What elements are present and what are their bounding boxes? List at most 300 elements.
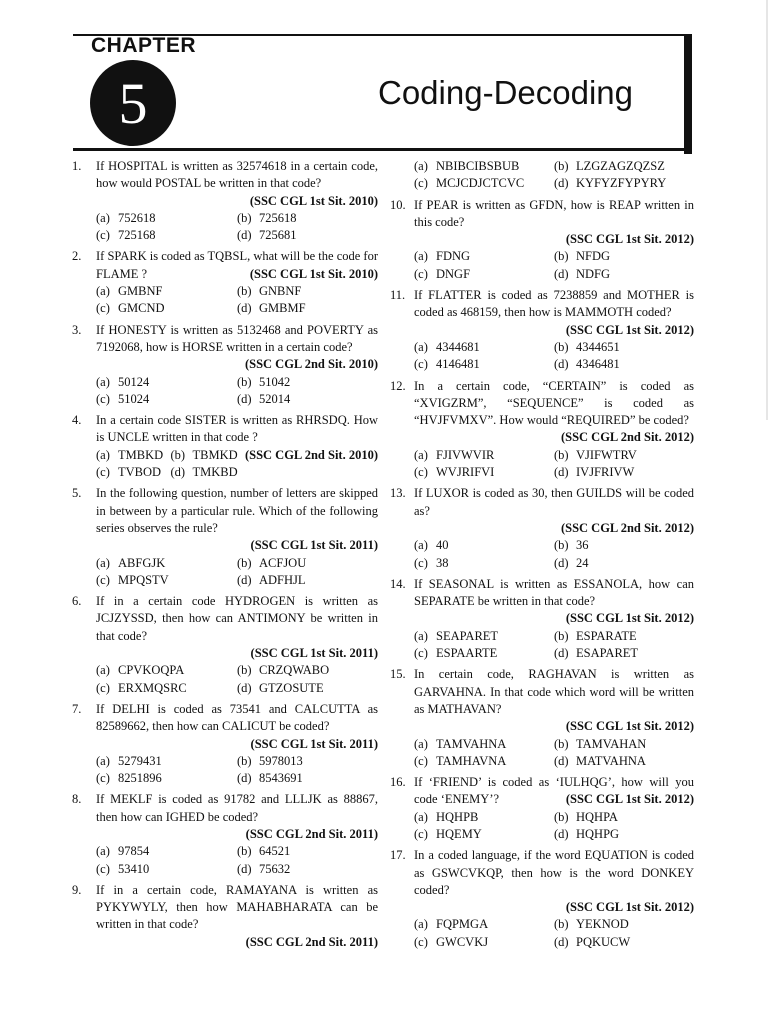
option-letter: (c) xyxy=(414,465,428,480)
option-letter: (a) xyxy=(96,284,110,299)
option-letter: (d) xyxy=(554,555,569,570)
option-letter: (d) xyxy=(237,771,252,786)
answer-option xyxy=(554,736,694,753)
answer-option xyxy=(96,374,237,391)
answer-option xyxy=(554,447,694,464)
option-value: ADFHJL xyxy=(259,572,306,587)
exam-source: (SSC CGL 2nd Sit. 2011) xyxy=(245,934,378,949)
answer-option xyxy=(237,227,378,244)
option-letter: (d) xyxy=(554,176,569,191)
question-text-body: If LUXOR is coded as 30, then GUILDS will be coded as? xyxy=(414,486,694,518)
option-letter: (a) xyxy=(96,210,110,225)
question-spacer xyxy=(72,951,378,955)
question-text xyxy=(96,882,378,934)
option-letter: (d) xyxy=(554,826,569,841)
answer-option xyxy=(414,248,554,265)
question-text-row xyxy=(72,322,378,357)
option-letter: (b) xyxy=(554,628,569,643)
answer-option xyxy=(554,628,694,645)
option-value: 4146481 xyxy=(436,357,480,372)
answer-options xyxy=(72,662,378,697)
option-value: GMCND xyxy=(118,301,165,316)
option-letter: (c) xyxy=(96,861,110,876)
answer-options xyxy=(72,374,378,409)
option-value: SEAPARET xyxy=(436,628,499,643)
option-letter: (a) xyxy=(96,555,110,570)
question-text-row xyxy=(72,701,378,736)
option-letter: (b) xyxy=(237,663,252,678)
option-letter: (a) xyxy=(96,447,110,462)
answer-options xyxy=(390,736,694,771)
question-text-body: If ‘FRIEND’ is coded as ‘IULHQG’, how will you code ‘ENEMY’? xyxy=(414,775,694,807)
answer-option xyxy=(554,826,694,843)
option-value: IVJFRIVW xyxy=(576,465,635,480)
option-letter: (d) xyxy=(554,357,569,372)
option-value: HQHPG xyxy=(576,826,620,841)
answer-option xyxy=(414,464,554,481)
answer-option xyxy=(237,680,378,697)
answer-option xyxy=(554,645,694,662)
option-letter: (a) xyxy=(414,628,428,643)
option-value: 4346481 xyxy=(576,357,620,372)
option-letter: (a) xyxy=(414,538,428,553)
question-block xyxy=(390,158,694,197)
question-text-row xyxy=(72,593,378,645)
question-block xyxy=(72,412,378,485)
chapter-label: CHAPTER xyxy=(91,34,197,57)
question-number: 13. xyxy=(390,486,406,501)
answer-option xyxy=(96,555,237,572)
option-value: MCJCDJCTCVC xyxy=(436,176,525,191)
answer-option xyxy=(414,736,554,753)
question-number: 17. xyxy=(390,848,406,863)
option-value: DNGF xyxy=(436,266,471,281)
answer-option xyxy=(96,662,237,679)
question-text-body: In a certain code, “CERTAIN” is coded as “XVIGZRM”, “SEQUENCE” is coded as “HVJFVMXV”. How would “REQUIRED” be coded? xyxy=(414,378,694,428)
option-value: TAMVAHNA xyxy=(436,736,507,751)
question-text-row xyxy=(390,774,694,809)
option-value: FDNG xyxy=(436,249,471,264)
option-value: NDFG xyxy=(576,266,611,281)
answer-option xyxy=(96,227,237,244)
option-letter: (a) xyxy=(96,753,110,768)
question-number: 3. xyxy=(72,322,82,337)
option-letter: (d) xyxy=(554,646,569,661)
option-value: KYFYZFYPYRY xyxy=(576,176,667,191)
answer-option xyxy=(554,753,694,770)
option-value: 53410 xyxy=(118,861,150,876)
question-text xyxy=(414,847,694,899)
answer-option xyxy=(237,861,378,878)
question-number: 12. xyxy=(390,378,406,393)
answer-option xyxy=(554,266,694,283)
answer-option xyxy=(96,464,170,481)
answer-option xyxy=(414,158,554,175)
question-block xyxy=(72,701,378,791)
question-block xyxy=(390,774,694,847)
answer-option xyxy=(554,175,694,192)
answer-option xyxy=(237,770,378,787)
answer-option xyxy=(414,356,554,373)
exam-source: (SSC CGL 1st Sit. 2012) xyxy=(565,792,694,807)
exam-source: (SSC CGL 2nd Sit. 2012) xyxy=(560,520,694,535)
answer-options xyxy=(72,753,378,788)
option-value: NFDG xyxy=(576,249,611,264)
option-letter: (c) xyxy=(96,572,110,587)
question-text-row xyxy=(390,847,694,899)
question-block xyxy=(72,158,378,248)
option-value: 75632 xyxy=(259,861,291,876)
answer-options xyxy=(72,210,378,245)
question-text-body: If SEASONAL is written as ESSANOLA, how can SEPARATE be written in that code? xyxy=(414,576,694,609)
question-block xyxy=(390,197,694,287)
option-letter: (c) xyxy=(414,266,428,281)
option-letter: (d) xyxy=(554,266,569,281)
question-number: 6. xyxy=(72,594,82,609)
option-value: 4344651 xyxy=(576,339,620,354)
option-value: 97854 xyxy=(118,844,150,859)
option-letter: (b) xyxy=(170,447,186,462)
question-text xyxy=(414,666,694,718)
option-letter: (c) xyxy=(414,753,428,768)
option-value: WVJRIFVI xyxy=(436,465,495,480)
question-block xyxy=(390,378,694,486)
option-value: YEKNOD xyxy=(576,917,629,932)
answer-option xyxy=(554,934,694,951)
option-value: TVBOD xyxy=(118,465,162,480)
question-number: 2. xyxy=(72,249,82,264)
chapter-title: Coding-Decoding xyxy=(378,74,633,111)
answer-options xyxy=(390,447,694,482)
option-value: 24 xyxy=(576,555,589,570)
answer-options xyxy=(390,809,694,844)
option-letter: (a) xyxy=(414,736,428,751)
option-value: CPVKOQPA xyxy=(118,663,185,678)
answer-option xyxy=(554,356,694,373)
answer-option xyxy=(96,283,237,300)
option-letter: (c) xyxy=(414,826,428,841)
answer-option xyxy=(96,770,237,787)
answer-option xyxy=(96,447,170,464)
option-value: NBIBCIBSBUB xyxy=(436,159,520,173)
option-letter: (b) xyxy=(554,538,569,553)
question-text xyxy=(96,701,378,736)
right-column xyxy=(390,158,694,955)
question-text-row xyxy=(72,158,378,193)
option-letter: (a) xyxy=(414,159,428,173)
option-value: 5279431 xyxy=(118,753,162,768)
question-text xyxy=(96,248,378,283)
question-block xyxy=(72,485,378,593)
question-text xyxy=(414,576,694,611)
option-letter: (b) xyxy=(554,809,569,824)
option-value: GNBNF xyxy=(259,284,302,299)
option-value: FQPMGA xyxy=(436,917,489,932)
answer-option xyxy=(554,464,694,481)
option-value: LZGZAGZQZSZ xyxy=(576,159,665,173)
exam-source: (SSC CGL 2nd Sit. 2011) xyxy=(245,826,378,841)
answer-options xyxy=(72,283,378,318)
exam-source: (SSC CGL 1st Sit. 2010) xyxy=(249,193,378,208)
answer-option xyxy=(170,464,244,481)
option-letter: (a) xyxy=(414,917,428,932)
exam-source: (SSC CGL 2nd Sit. 2010) xyxy=(244,357,378,372)
question-text xyxy=(96,485,378,537)
exam-source: (SSC CGL 1st Sit. 2012) xyxy=(565,611,694,626)
option-letter: (b) xyxy=(237,210,252,225)
option-value: FJIVWVIR xyxy=(436,447,495,462)
answer-option xyxy=(554,339,694,356)
option-value: ESAPARET xyxy=(576,646,639,661)
answer-option xyxy=(414,934,554,951)
header-shadow-bar xyxy=(684,34,692,154)
exam-source: (SSC CGL 1st Sit. 2011) xyxy=(250,646,378,661)
answer-option xyxy=(414,826,554,843)
option-value: 4344681 xyxy=(436,339,480,354)
option-letter: (b) xyxy=(554,736,569,751)
option-letter: (a) xyxy=(96,844,110,859)
answer-option xyxy=(237,753,378,770)
option-letter: (c) xyxy=(414,176,428,191)
option-value: TMBKD xyxy=(118,447,164,462)
question-text-body: If MEKLF is coded as 91782 and LLLJK as 88867, then how can IGHED be coded? xyxy=(96,792,378,824)
option-value: ABFGJK xyxy=(118,555,166,570)
question-text xyxy=(96,322,378,357)
option-value: HQHPA xyxy=(576,809,618,824)
question-text-row xyxy=(390,197,694,232)
question-text-body: In a coded language, if the word EQUATION is coded as GSWCVKQP, then how is the word DONKEY coded? xyxy=(414,848,694,897)
question-block xyxy=(390,287,694,377)
option-letter: (d) xyxy=(170,465,186,480)
answer-option xyxy=(414,266,554,283)
option-value: 725618 xyxy=(259,210,297,225)
question-block xyxy=(390,666,694,774)
question-text-row xyxy=(72,791,378,826)
answer-option xyxy=(414,537,554,554)
answer-options xyxy=(390,339,694,374)
option-value: 40 xyxy=(436,538,449,553)
answer-option xyxy=(237,283,378,300)
question-text-body: If HOSPITAL is written as 32574618 in a certain code, how would POSTAL be written in that code? xyxy=(96,159,378,191)
option-letter: (d) xyxy=(237,301,252,316)
question-text-body: If HONESTY is written as 5132468 and POVERTY as 7192068, how is HORSE written in a certain code? xyxy=(96,322,378,354)
answer-options xyxy=(72,843,378,878)
option-letter: (c) xyxy=(96,391,110,406)
question-text-body: If in a certain code, RAMAYANA is written as PYKYWYLY, then how MAHABHARATA can be written in that code? xyxy=(96,882,378,932)
question-number: 1. xyxy=(72,159,82,173)
option-letter: (b) xyxy=(237,753,252,768)
option-letter: (c) xyxy=(414,934,428,949)
question-block xyxy=(72,593,378,701)
answer-option xyxy=(96,843,237,860)
question-text-body: If PEAR is written as GFDN, how is REAP written in this code? xyxy=(414,197,694,229)
header-bottom-rule xyxy=(73,148,692,151)
option-letter: (b) xyxy=(237,374,252,389)
option-value: 8251896 xyxy=(118,771,162,786)
option-value: 36 xyxy=(576,538,589,553)
option-letter: (d) xyxy=(237,228,252,243)
answer-option xyxy=(554,248,694,265)
question-block xyxy=(390,576,694,666)
answer-option xyxy=(96,391,237,408)
option-value: TMKBD xyxy=(192,465,238,480)
question-number: 7. xyxy=(72,701,82,716)
option-letter: (b) xyxy=(554,917,569,932)
option-value: ESPARATE xyxy=(576,628,637,643)
answer-option xyxy=(237,843,378,860)
question-text-row xyxy=(72,248,378,283)
question-text-body: In the following question, number of letters are skipped in between by a particular rule. Which of the following series observes the rule? xyxy=(96,486,378,535)
answer-option xyxy=(414,447,554,464)
answer-option xyxy=(237,300,378,317)
option-letter: (b) xyxy=(554,159,569,173)
question-text-body: In certain code, RAGHAVAN is written as GARVAHNA. In that code which word will be written as MATHAVAN? xyxy=(414,667,694,716)
option-letter: (d) xyxy=(237,572,252,587)
answer-option xyxy=(414,628,554,645)
option-value: 52014 xyxy=(259,391,291,406)
question-text-body: If FLATTER is coded as 7238859 and MOTHER is coded as 468159, then how is MAMMOTH coded? xyxy=(414,288,694,320)
answer-option xyxy=(414,555,554,572)
answer-option xyxy=(237,555,378,572)
option-value: 50124 xyxy=(118,374,150,389)
answer-option xyxy=(414,809,554,826)
option-value: 752618 xyxy=(118,210,156,225)
answer-option xyxy=(414,175,554,192)
option-letter: (c) xyxy=(414,646,428,661)
answer-option xyxy=(237,391,378,408)
question-number: 8. xyxy=(72,792,82,807)
option-letter: (c) xyxy=(96,228,110,243)
option-value: HQEMY xyxy=(436,826,482,841)
chapter-number: 5 xyxy=(118,70,148,136)
option-letter: (b) xyxy=(554,249,569,264)
question-text-body: If in a certain code HYDROGEN is written as JCJZYSSD, then how can ANTIMONY be written in that code? xyxy=(96,594,378,643)
option-value: TAMVAHAN xyxy=(576,736,647,751)
answer-option xyxy=(414,753,554,770)
chapter-number-badge xyxy=(90,60,176,146)
question-text-row xyxy=(72,882,378,934)
question-text-body: In a certain code SISTER is written as RHRSDQ. How is UNCLE written in that code ? xyxy=(96,413,378,445)
answer-option xyxy=(554,158,694,175)
option-letter: (c) xyxy=(414,357,428,372)
option-letter: (b) xyxy=(554,339,569,354)
option-letter: (a) xyxy=(414,809,428,824)
answer-option xyxy=(237,210,378,227)
exam-source: (SSC CGL 1st Sit. 2011) xyxy=(250,736,378,751)
option-value: ERXMQSRC xyxy=(118,680,187,695)
answer-options xyxy=(390,158,694,193)
exam-source: (SSC CGL 1st Sit. 2012) xyxy=(565,719,694,734)
option-letter: (d) xyxy=(554,753,569,768)
option-letter: (c) xyxy=(96,465,110,480)
option-letter: (b) xyxy=(237,555,252,570)
option-letter: (a) xyxy=(414,339,428,354)
answer-option xyxy=(237,662,378,679)
question-text xyxy=(414,197,694,232)
option-value: PQKUCW xyxy=(576,934,631,949)
question-block xyxy=(72,248,378,321)
answer-option xyxy=(96,861,237,878)
answer-options xyxy=(390,248,694,283)
question-text xyxy=(96,791,378,826)
question-number: 11. xyxy=(390,288,406,303)
answer-option xyxy=(554,809,694,826)
option-letter: (a) xyxy=(414,249,428,264)
question-text xyxy=(414,378,694,430)
answer-options xyxy=(390,628,694,663)
answer-option xyxy=(554,537,694,554)
answer-options xyxy=(72,447,245,482)
option-value: TBMKD xyxy=(192,447,238,462)
option-letter: (c) xyxy=(96,301,110,316)
option-value: ESPAARTE xyxy=(436,646,498,661)
answer-option xyxy=(170,447,244,464)
option-letter: (d) xyxy=(554,465,569,480)
answer-options xyxy=(390,537,694,572)
question-block xyxy=(390,485,694,575)
answer-options xyxy=(72,555,378,590)
question-text-body: If DELHI is coded as 73541 and CALCUTTA as 82589662, then how can CALICUT be coded? xyxy=(96,701,378,734)
question-spacer xyxy=(390,951,694,955)
question-number: 9. xyxy=(72,882,82,897)
question-text-row xyxy=(390,485,694,520)
question-text-row xyxy=(390,287,694,322)
question-block xyxy=(390,847,694,955)
option-letter: (a) xyxy=(96,663,110,678)
option-value: 51024 xyxy=(118,391,150,406)
option-letter: (d) xyxy=(237,861,252,876)
option-letter: (b) xyxy=(237,844,252,859)
question-number: 5. xyxy=(72,486,82,501)
question-text-row xyxy=(390,378,694,430)
exam-source: (SSC CGL 1st Sit. 2012) xyxy=(565,232,694,247)
option-value: GMBNF xyxy=(118,284,163,299)
answer-options xyxy=(390,916,694,951)
question-text xyxy=(414,485,694,520)
option-letter: (a) xyxy=(414,447,428,462)
question-text xyxy=(414,774,694,809)
question-number: 16. xyxy=(390,775,406,790)
option-value: GTZOSUTE xyxy=(259,680,324,695)
question-number: 10. xyxy=(390,197,406,212)
question-text-body: If SPARK is coded as TQBSL, what will be the code for FLAME ? xyxy=(96,249,378,281)
option-letter: (b) xyxy=(237,284,252,299)
option-letter: (a) xyxy=(96,374,110,389)
exam-source: (SSC CGL 1st Sit. 2012) xyxy=(565,900,694,915)
option-value: CRZQWABO xyxy=(259,663,330,678)
option-value: 38 xyxy=(436,555,449,570)
left-column xyxy=(72,158,378,955)
answer-option xyxy=(414,645,554,662)
answer-option xyxy=(414,339,554,356)
exam-source: (SSC CGL 2nd Sit. 2012) xyxy=(560,430,694,445)
option-letter: (d) xyxy=(554,934,569,949)
option-value: VJIFWTRV xyxy=(576,447,637,462)
exam-source: (SSC CGL 1st Sit. 2011) xyxy=(250,538,378,553)
question-block xyxy=(72,791,378,881)
exam-source: (SSC CGL 1st Sit. 2010) xyxy=(249,266,378,281)
option-value: TAMHAVNA xyxy=(436,753,507,768)
option-value: GWCVKJ xyxy=(436,934,489,949)
option-value: 64521 xyxy=(259,844,291,859)
option-value: MPQSTV xyxy=(118,572,169,587)
answer-option xyxy=(554,555,694,572)
option-letter: (c) xyxy=(96,771,110,786)
answer-option xyxy=(96,210,237,227)
question-number: 15. xyxy=(390,667,406,682)
option-letter: (d) xyxy=(237,391,252,406)
question-number: 4. xyxy=(72,413,82,428)
